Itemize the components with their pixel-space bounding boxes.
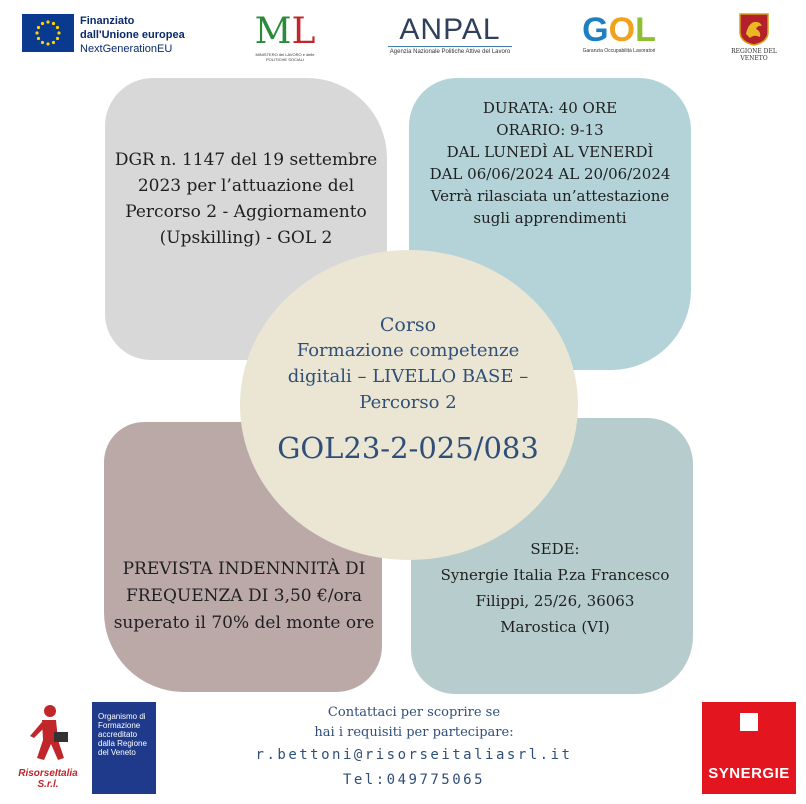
synergie-logo <box>702 702 796 794</box>
gol-letter-l: L <box>635 11 656 49</box>
course-title-line-1: Formazione competenze <box>296 340 520 361</box>
anpal-logo <box>388 14 512 62</box>
risorseitalia-name: RisorseItalia S.r.l. <box>18 768 78 790</box>
duration-text: DURATA: 40 ORE <box>482 99 618 117</box>
eu-funding-label <box>80 14 185 56</box>
course-label: Corso <box>379 314 437 336</box>
gol-logo <box>576 12 662 62</box>
venue-address-3: Marostica (VI) <box>500 618 610 636</box>
synergie-square-icon <box>740 713 758 731</box>
dgr-reference-text: DGR n. 1147 del 19 settembre 2023 per l’attuazione del Percorso 2 - Aggiornamento (Upskilling) - GOL 2 <box>114 150 378 248</box>
eu-flag-icon <box>22 14 74 52</box>
course-title-line-2: digitali – LIVELLO BASE – <box>287 366 529 387</box>
contact-line-2: hai i requisiti per partecipare: <box>314 725 514 740</box>
organismo-badge: Organismo di Formazione accreditato dalla Regione del Veneto <box>92 702 156 794</box>
anpal-name: ANPAL <box>399 13 501 46</box>
gol-letter-g: G <box>582 11 609 49</box>
regione-veneto-logo <box>722 12 786 66</box>
running-man-icon <box>24 702 72 766</box>
synergie-name: SYNERGIE <box>708 765 790 782</box>
ministry-logo <box>250 12 320 68</box>
contact-email-link[interactable]: r.bettoni@risorseitaliasrl.it <box>255 747 573 763</box>
contact-phone-link[interactable]: Tel:049775065 <box>342 772 486 788</box>
contact-block <box>236 703 592 793</box>
days-text: DAL LUNEDÌ AL VENERDÌ <box>446 143 654 161</box>
allowance-text: PREVISTA INDENNNITÀ DI FREQUENZA DI 3,50 €/ora superato il 70% del monte ore <box>113 559 375 633</box>
course-title-block <box>250 312 566 466</box>
venue-address-1: Synergie Italia P.za Francesco <box>440 566 670 584</box>
hours-text: ORARIO: 9-13 <box>496 121 604 139</box>
ministry-mark-m: M <box>254 11 292 52</box>
venue-label: SEDE: <box>530 540 580 558</box>
dates-text: DAL 06/06/2024 AL 20/06/2024 <box>429 165 671 183</box>
lion-crest-icon <box>736 12 772 46</box>
course-schedule <box>414 97 686 229</box>
risorseitalia-logo <box>10 702 86 794</box>
ministry-caption: MINISTERO del LAVORO e delle POLITICHE SOCIALI <box>255 52 315 62</box>
venue-address-2: Filippi, 25/26, 36063 <box>475 592 635 610</box>
eu-line-3: NextGenerationEU <box>80 43 173 55</box>
regione-caption: REGIONE DEL VENETO <box>731 48 777 62</box>
eu-line-1: Finanziato <box>80 15 135 27</box>
anpal-caption: Agenzia Nazionale Politiche Attive del Lavoro <box>388 46 512 55</box>
contact-line-1: Contattaci per scoprire se <box>327 705 501 720</box>
course-code: GOL23-2-025/083 <box>277 431 539 465</box>
gol-caption: Garanzia Occupabilità Lavoratori <box>582 48 656 54</box>
course-title-line-3: Percorso 2 <box>359 392 457 413</box>
eu-line-2: dall'Unione europea <box>80 29 185 41</box>
ministry-mark-l: L <box>291 11 316 52</box>
certificate-text: Verrà rilasciata un’attestazione sugli apprendimenti <box>430 187 670 227</box>
gol-letter-o: O <box>608 11 636 49</box>
